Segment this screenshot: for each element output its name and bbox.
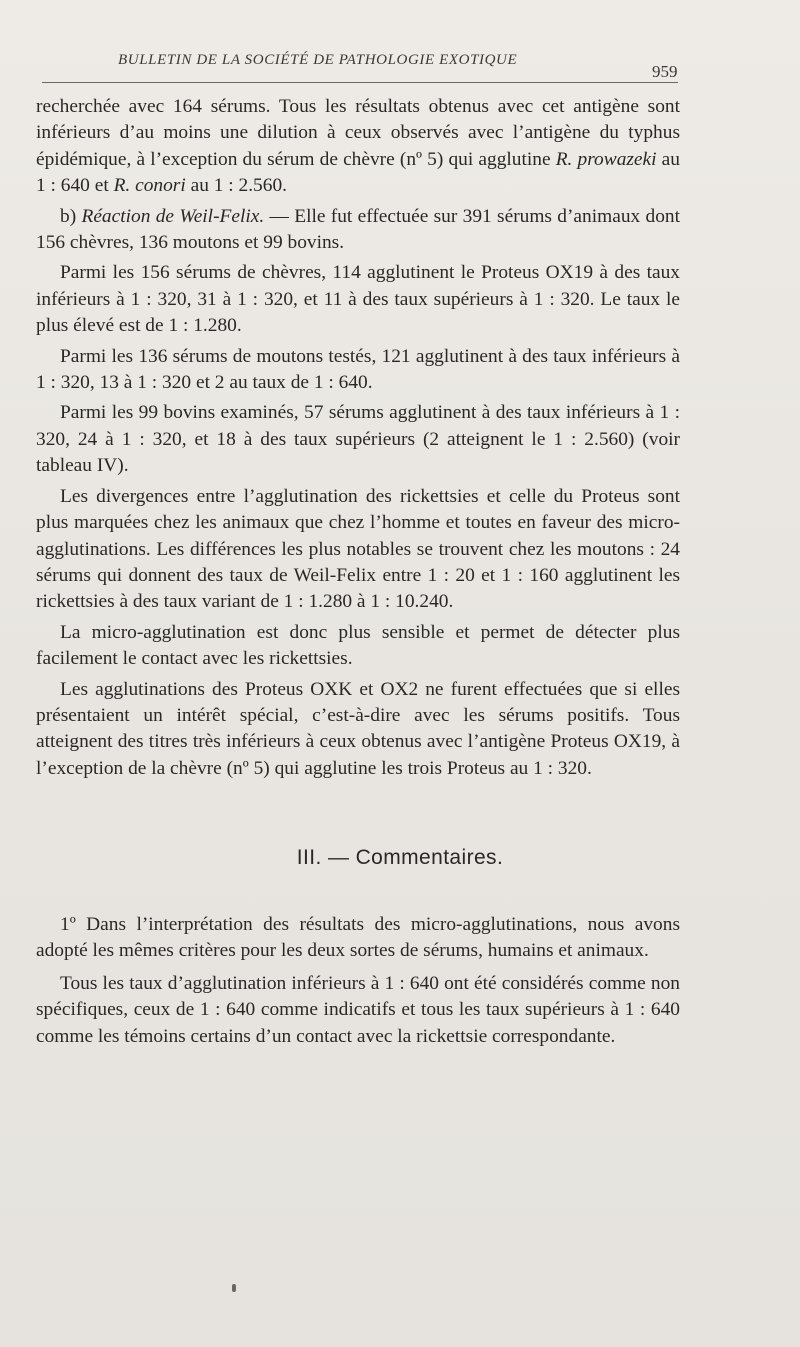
paragraph-text: Parmi les 99 bovins examinés, 57 sérums agglutinent à des taux inférieurs à 1 : 320, 24 à 1 : 320, et 18 à des taux supérieurs (2 atteignent le 1 : 2.560) (voir tableau IV). bbox=[36, 402, 680, 477]
italic-text: R. conori bbox=[113, 175, 186, 197]
paragraph-text: b) bbox=[60, 205, 82, 227]
paragraph-text: Parmi les 156 sérums de chèvres, 114 agglutinent le Proteus OX19 à des taux inférieurs à 1 : 320, 31 à 1 : 320, et 11 à des taux supérieurs à 1 : 320. Le taux le plus élevé est de 1 : 1.280. bbox=[36, 262, 680, 337]
italic-text: Réaction de Weil-Felix. bbox=[81, 205, 265, 227]
italic-text: R. prowazeki bbox=[555, 148, 657, 170]
paragraph-text: Parmi les 136 sérums de moutons testés, 121 agglutinent à des taux inférieurs à 1 : 320, 13 à 1 : 320 et 2 au taux de 1 : 640. bbox=[36, 345, 680, 394]
paragraph bbox=[36, 94, 680, 200]
paragraph-text: 1º Dans l’interprétation des résultats des micro-agglutinations, nous avons adopté les mêmes critères pour les deux sortes de sérums, humains et animaux. bbox=[36, 914, 680, 962]
print-speck bbox=[232, 1284, 236, 1292]
body-text-section-3 bbox=[36, 912, 680, 1056]
paragraph-text: Les agglutinations des Proteus OXK et OX2 ne furent effectuées que si elles présentaient un intérêt spécial, c’est-à-dire avec les sérums positifs. Tous atteignent des titres très inférieurs à ceux obtenus avec l’antigène Proteus OX19, à l’exception de la chèvre (nº 5) qui agglutine les trois Proteus au 1 : 320. bbox=[36, 678, 680, 779]
paragraph bbox=[36, 971, 680, 1050]
paragraph bbox=[36, 204, 680, 257]
paragraph bbox=[36, 400, 680, 479]
paragraph-text: La micro-agglutination est donc plus sensible et permet de détecter plus facilement le contact avec les rickettsies. bbox=[36, 621, 680, 670]
page-number: 959 bbox=[652, 62, 678, 81]
paragraph bbox=[36, 912, 680, 965]
paragraph-text: recherchée avec 164 sérums. Tous les résultats obtenus avec cet antigène sont inférieurs d’au moins une dilution à ceux observés avec l’antigène du typhus épidémique, à l’exception du sérum de chèvre (nº 5) qui agglutine bbox=[36, 96, 680, 170]
paragraph bbox=[36, 677, 680, 783]
paragraph-text: au 1 : 2.560. bbox=[185, 175, 287, 197]
section-heading: III. — Commentaires. bbox=[296, 846, 504, 869]
running-title: BULLETIN DE LA SOCIÉTÉ DE PATHOLOGIE EXOTIQUE bbox=[118, 52, 518, 68]
paragraph-text: Les divergences entre l’agglutination des rickettsies et celle du Proteus sont plus marquées chez les animaux que chez l’homme et toutes en faveur des micro-agglutinations. Les différences les plus notables se trouvent chez les moutons : 24 sérums qui donnent des taux de Weil-Felix entre 1 : 20 et 1 : 160 agglutinent les rickettsies à des taux variant de 1 : 1.280 à 1 : 10.240. bbox=[36, 485, 680, 613]
paragraph-text: — Elle fut effectuée sur 391 sérums d’animaux dont 156 chèvres, 136 moutons et 99 bovins. bbox=[36, 205, 680, 254]
paragraph-text: au 1 : 640 et bbox=[36, 148, 680, 197]
paragraph bbox=[36, 484, 680, 616]
paragraph bbox=[36, 344, 680, 397]
paragraph-text: Tous les taux d’agglutination inférieurs à 1 : 640 ont été considérés comme non spécifiques, ceux de 1 : 640 comme indicatifs et tous les taux supérieurs à 1 : 640 comme les témoins certains d’un contact avec la rickettsie correspondante. bbox=[36, 972, 680, 1047]
header-rule bbox=[42, 82, 678, 83]
paragraph bbox=[36, 260, 680, 339]
body-text-section-2 bbox=[36, 94, 680, 786]
paragraph bbox=[36, 620, 680, 673]
